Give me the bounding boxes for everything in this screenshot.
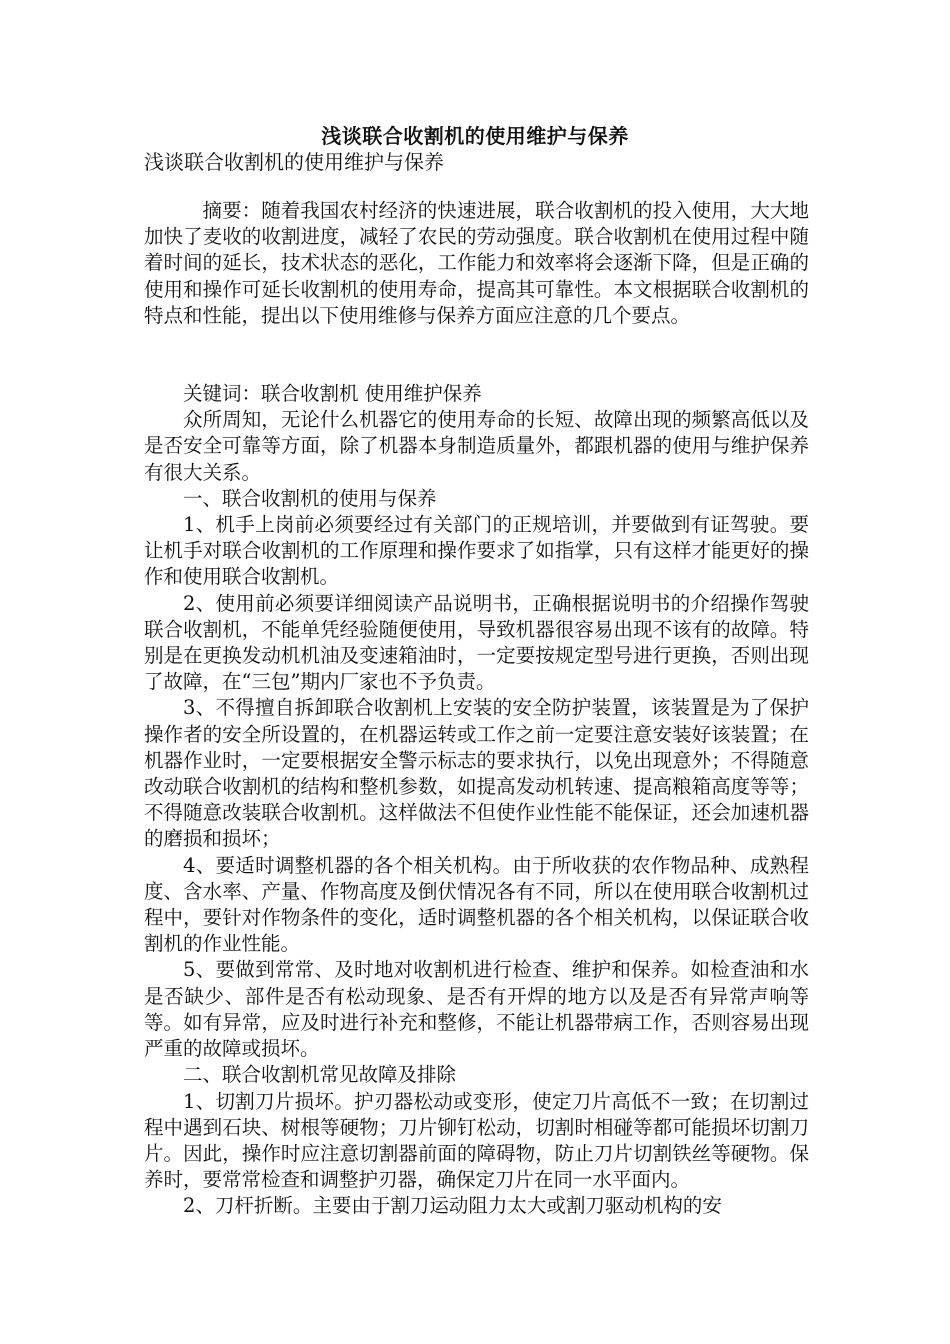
abstract-paragraph: 摘要：随着我国农村经济的快速进展，联合收割机的投入使用，大大地加快了麦收的收割进度，减轻了农民的劳动强度。联合收割机在使用过程中随着时间的延长，技术状态的恶化，工作能力和效率将会逐渐下降，但是正确的使用和操作可延长收割机的使用寿命，提高其可靠性。本文根据联合收割机的特点和性能，提出以下使用维修与保养方面应注意的几个要点。 (144, 199, 809, 327)
section1-item: 2、使用前必须要详细阅读产品说明书，正确根据说明书的介绍操作驾驶联合收割机，不能单凭经验随便使用，导致机器很容易出现不该有的故障。特别是在更换发动机机油及变速箱油时，一定要按规定型号进行更换，否则出现了故障，在“三包”期内厂家也不予负责。 (144, 591, 809, 694)
intro-paragraph: 众所周知，无论什么机器它的使用寿命的长短、故障出现的频繁高低以及是否安全可靠等方面，除了机器本身制造质量外，都跟机器的使用与维护保养有很大关系。 (144, 408, 809, 484)
keywords-paragraph: 关键词：联合收割机 使用维护保养 (183, 382, 482, 406)
section1-item: 3、不得擅自拆卸联合收割机上安装的安全防护装置，该装置是为了保护操作者的安全所设置的，在机器运转或工作之前一定要注意安装好该装置；在机器作业时，一定要根据安全警示标志的要求执行，以免出现意外；不得随意改动联合收割机的结构和整机参数，如提高发动机转速、提高粮箱高度等等；不得随意改装联合收割机。这样做法不但使作业性能不能保证，还会加速机器的磨损和损坏； (144, 696, 809, 851)
section2-item: 2、刀杆折断。主要由于割刀运动阻力太大或割刀驱动机构的安 (183, 1194, 722, 1218)
document-subtitle: 浅谈联合收割机的使用维护与保养 (144, 150, 444, 174)
section2-item: 1、切割刀片损坏。护刃器松动或变形，使定刀片高低不一致；在切割过程中遇到石块、树根等硬物；刀片铆钉松动，切割时相碰等都可能损坏切割刀片。因此，操作时应注意切割器前面的障碍物，防止刀片切割铁丝等硬物。保养时，要常常检查和调整护刃器，确保定刀片在同一水平面内。 (144, 1089, 809, 1192)
section1-item: 1、机手上岗前必须要经过有关部门的正规培训，并要做到有证驾驶。要让机手对联合收割机的工作原理和操作要求了如指掌，只有这样才能更好的操作和使用联合收割机。 (144, 513, 809, 589)
section-heading-2: 二、联合收割机常见故障及排除 (183, 1063, 457, 1087)
document-body (144, 198, 809, 1220)
section1-item: 4、要适时调整机器的各个相关机构。由于所收获的农作物品种、成熟程度、含水率、产量、作物高度及倒伏情况各有不同，所以在使用联合收割机过程中，要针对作物条件的变化，适时调整机器的各个相关机构，以保证联合收割机的作业性能。 (144, 853, 809, 956)
section1-item: 5、要做到常常、及时地对收割机进行检查、维护和保养。如检查油和水是否缺少、部件是否有松动现象、是否有开焊的地方以及是否有异常声响等等。如有异常，应及时进行补充和整修，不能让机器带病工作，否则容易出现严重的故障或损坏。 (144, 958, 809, 1061)
section-heading-1: 一、联合收割机的使用与保养 (183, 486, 437, 510)
document-title: 浅谈联合收割机的使用维护与保养 (321, 124, 629, 148)
